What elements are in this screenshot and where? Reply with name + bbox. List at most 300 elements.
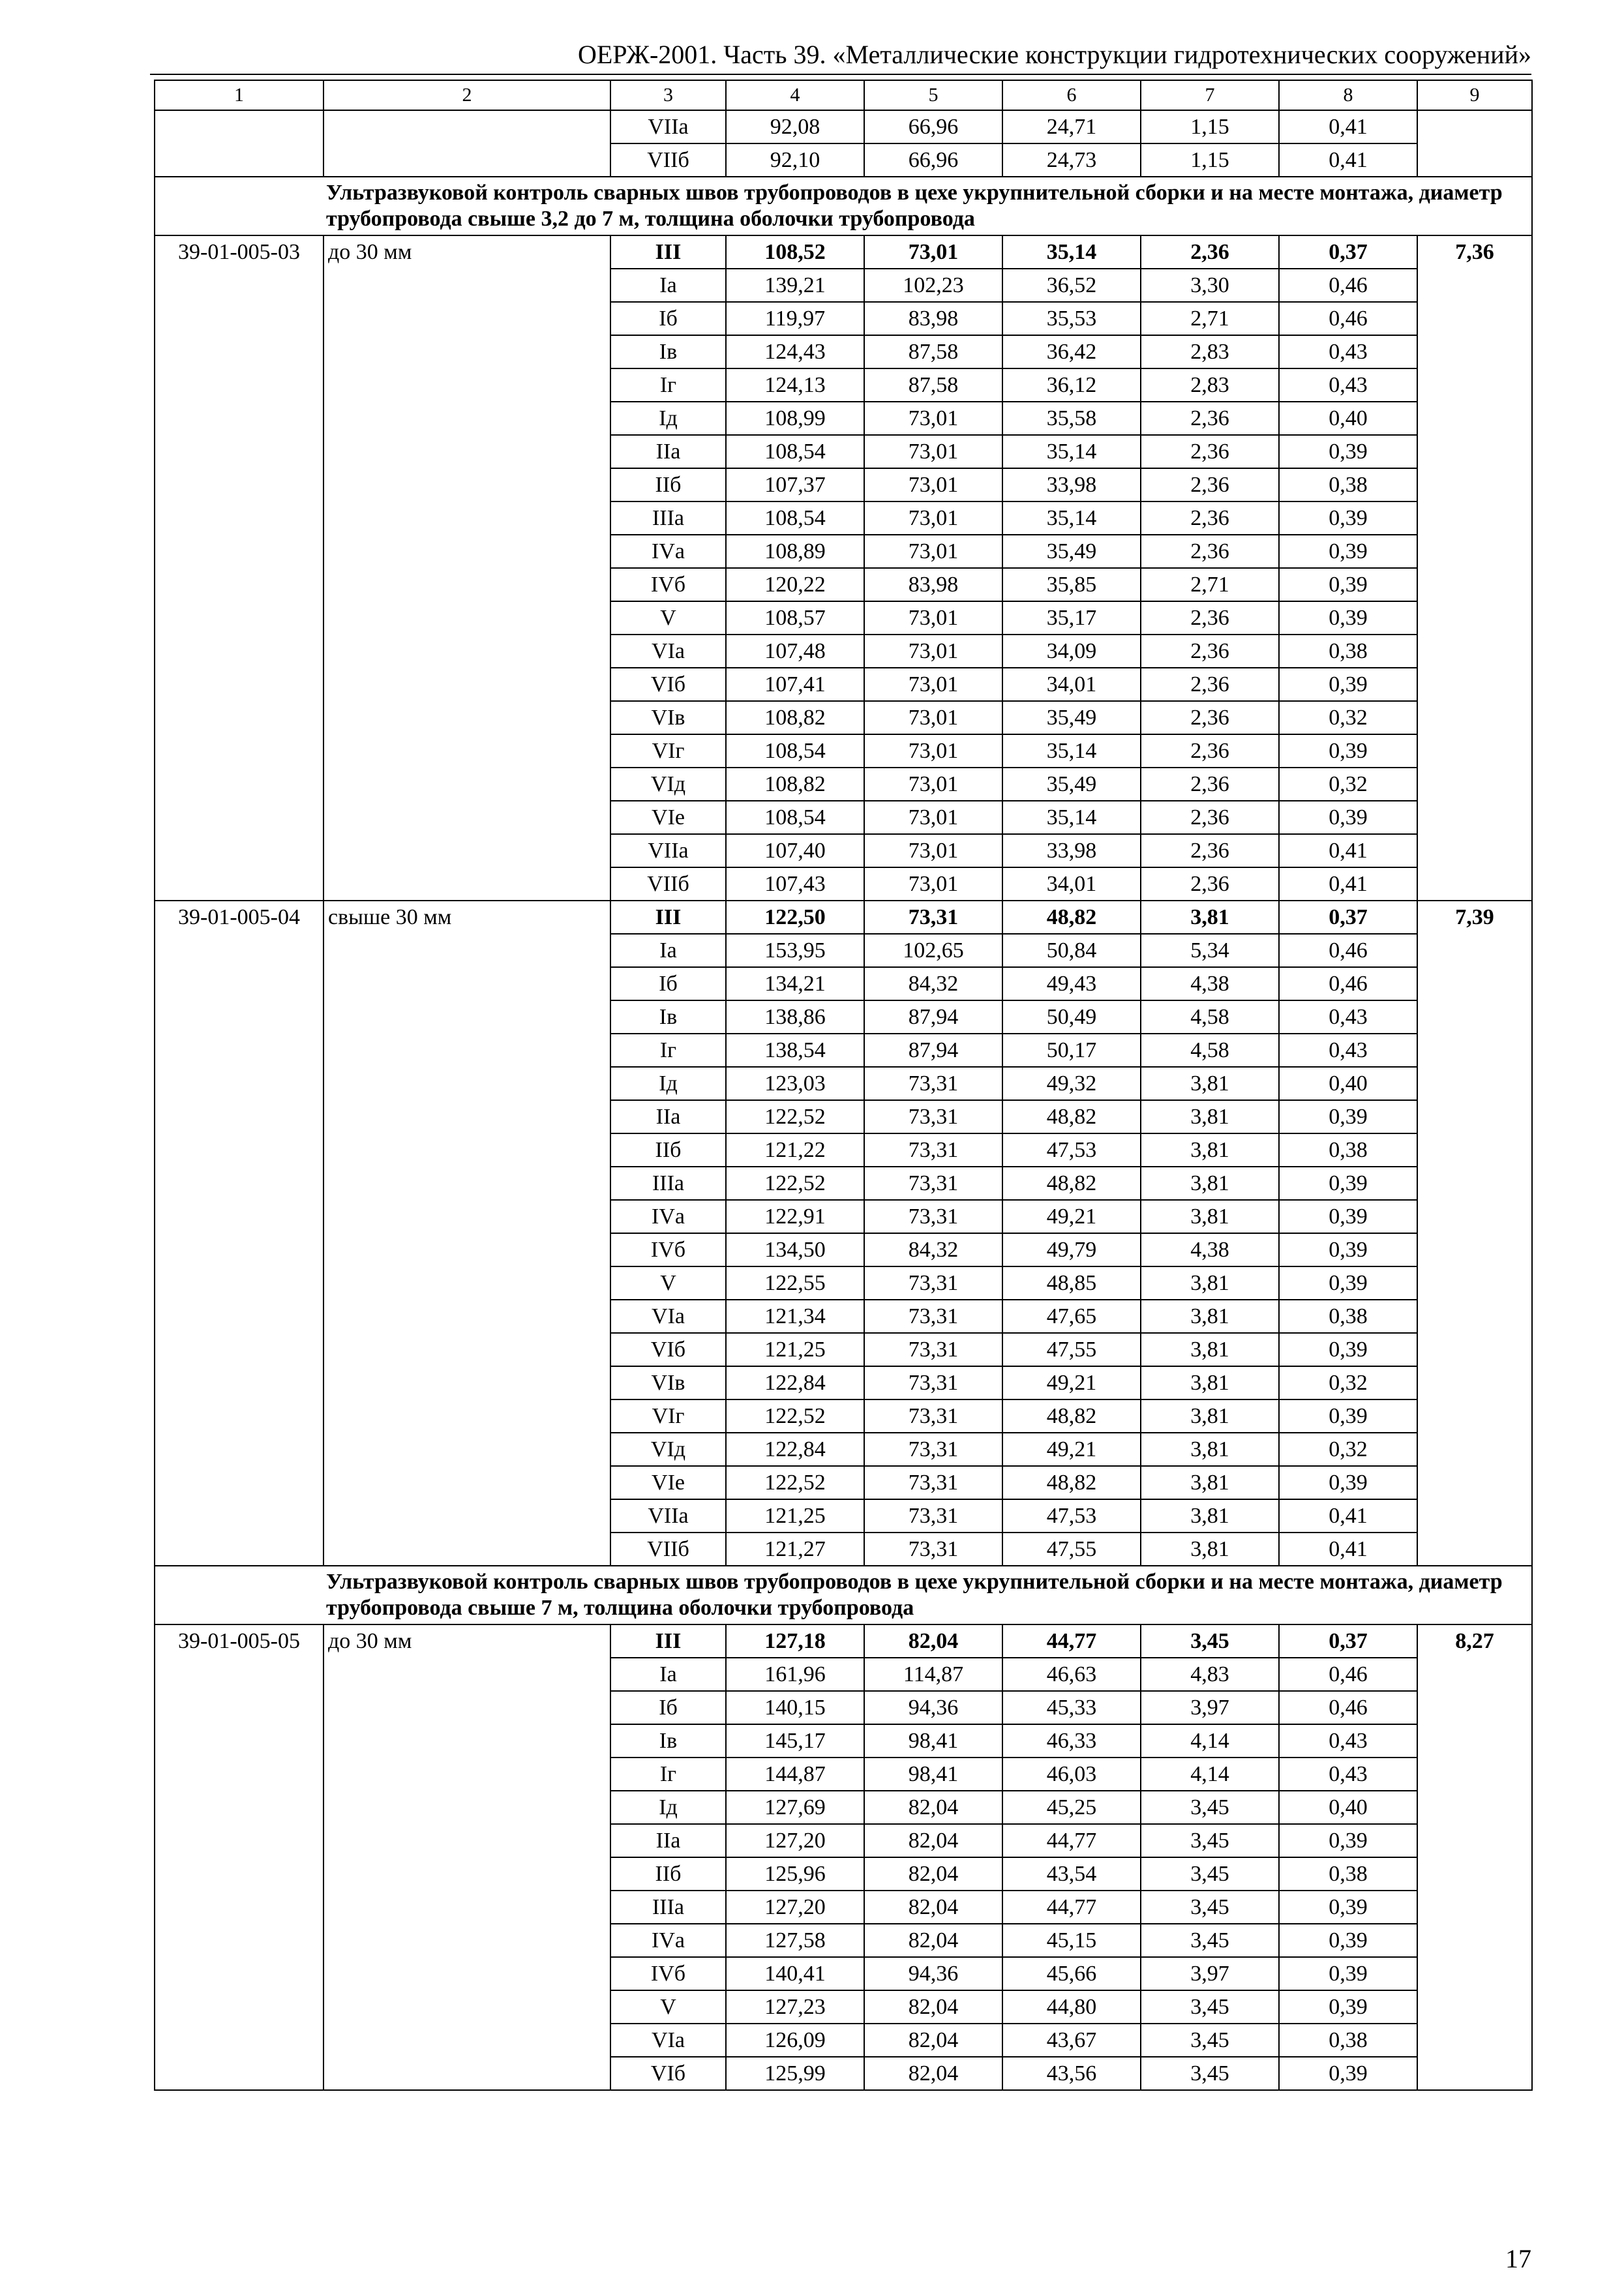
value-cell: 73,31 [864, 901, 1002, 934]
value-cell: 73,01 [864, 701, 1002, 734]
value-cell: 0,43 [1279, 1724, 1417, 1758]
value-cell: 0,32 [1279, 1366, 1417, 1399]
value-cell: 35,58 [1002, 402, 1141, 435]
value-cell: VIг [610, 1399, 726, 1433]
value-cell: 3,81 [1141, 1266, 1279, 1300]
value-cell: 84,32 [864, 1233, 1002, 1266]
code-cell [155, 110, 323, 177]
value-cell: 108,54 [726, 501, 864, 535]
value-cell: IIб [610, 1857, 726, 1891]
table-row [155, 235, 1532, 269]
value-cell: 73,31 [864, 1100, 1002, 1133]
value-cell: 0,39 [1279, 2057, 1417, 2090]
value-cell: 134,21 [726, 967, 864, 1000]
value-cell: 44,80 [1002, 1990, 1141, 2024]
value-cell: 43,56 [1002, 2057, 1141, 2090]
value-cell: 35,14 [1002, 235, 1141, 269]
value-cell: Iв [610, 1724, 726, 1758]
value-cell: 0,38 [1279, 1300, 1417, 1333]
value-cell: 66,96 [864, 143, 1002, 177]
value-cell: 124,13 [726, 368, 864, 402]
value-cell: 0,39 [1279, 668, 1417, 701]
value-cell: 139,21 [726, 269, 864, 302]
code-cell: 39-01-005-05 [155, 1624, 323, 2090]
value-cell: 127,20 [726, 1824, 864, 1857]
value-cell: 0,41 [1279, 143, 1417, 177]
value-cell: Iв [610, 335, 726, 368]
value-cell: 4,83 [1141, 1658, 1279, 1691]
value-cell: VIIб [610, 1533, 726, 1566]
value-cell: V [610, 601, 726, 635]
value-cell: 73,31 [864, 1433, 1002, 1466]
value-cell: IIIа [610, 501, 726, 535]
value-cell: VIд [610, 768, 726, 801]
value-cell: 0,39 [1279, 1333, 1417, 1366]
value-cell: 0,41 [1279, 834, 1417, 867]
value-cell: Iа [610, 269, 726, 302]
value-cell: 44,77 [1002, 1891, 1141, 1924]
value-cell: 108,82 [726, 701, 864, 734]
value-cell: 35,14 [1002, 501, 1141, 535]
value-cell: 2,83 [1141, 335, 1279, 368]
value-cell: 122,52 [726, 1167, 864, 1200]
value-cell: 0,39 [1279, 601, 1417, 635]
value-cell: 82,04 [864, 1857, 1002, 1891]
value-cell: 0,39 [1279, 1266, 1417, 1300]
value-cell: 2,36 [1141, 768, 1279, 801]
table-row [155, 110, 1532, 143]
column-header: 6 [1002, 80, 1141, 110]
value-cell: 73,01 [864, 834, 1002, 867]
value-cell: 0,37 [1279, 901, 1417, 934]
value-cell: 73,01 [864, 734, 1002, 768]
value-cell: VIб [610, 1333, 726, 1366]
value-cell: 98,41 [864, 1758, 1002, 1791]
value-cell: VIб [610, 668, 726, 701]
value-cell: 2,36 [1141, 235, 1279, 269]
value-cell: IVб [610, 568, 726, 601]
desc-cell [323, 110, 610, 177]
value-cell: 4,14 [1141, 1724, 1279, 1758]
value-cell: 73,01 [864, 435, 1002, 468]
value-cell: 0,46 [1279, 934, 1417, 967]
value-cell: 82,04 [864, 1990, 1002, 2024]
value-cell: 94,36 [864, 1691, 1002, 1724]
value-cell: 0,40 [1279, 1791, 1417, 1824]
value-cell: 138,86 [726, 1000, 864, 1034]
value-cell: 161,96 [726, 1658, 864, 1691]
value-cell: 47,55 [1002, 1333, 1141, 1366]
value-cell: VIа [610, 635, 726, 668]
value-cell: IIа [610, 1824, 726, 1857]
value-cell: 0,37 [1279, 235, 1417, 269]
value-cell: 122,84 [726, 1366, 864, 1399]
value-cell: 73,01 [864, 867, 1002, 901]
value-cell: 3,81 [1141, 1100, 1279, 1133]
value-cell: 43,54 [1002, 1857, 1141, 1891]
value-cell: 3,45 [1141, 1990, 1279, 2024]
value-cell: 73,31 [864, 1366, 1002, 1399]
value-cell: 107,41 [726, 668, 864, 701]
value-cell: 47,53 [1002, 1133, 1141, 1167]
value-cell: 73,01 [864, 601, 1002, 635]
column-header: 5 [864, 80, 1002, 110]
value-cell: 126,09 [726, 2024, 864, 2057]
value-cell: 35,14 [1002, 801, 1141, 834]
value-cell: 0,39 [1279, 535, 1417, 568]
value-cell: 0,38 [1279, 1857, 1417, 1891]
value-cell: 2,36 [1141, 435, 1279, 468]
value-cell: VIIа [610, 1499, 726, 1533]
value-cell: Iб [610, 302, 726, 335]
value-cell: 122,84 [726, 1433, 864, 1466]
value-cell: 94,36 [864, 1957, 1002, 1990]
value-cell: 3,81 [1141, 1167, 1279, 1200]
value-cell: 3,45 [1141, 2024, 1279, 2057]
value-cell: 122,52 [726, 1100, 864, 1133]
value-cell: 140,41 [726, 1957, 864, 1990]
value-cell: 3,45 [1141, 1891, 1279, 1924]
value-cell: 4,58 [1141, 1034, 1279, 1067]
value-cell: 73,01 [864, 801, 1002, 834]
value-cell: 121,22 [726, 1133, 864, 1167]
value-cell: 35,49 [1002, 701, 1141, 734]
value-cell: V [610, 1266, 726, 1300]
value-cell: 48,82 [1002, 1466, 1141, 1499]
value-cell: 0,32 [1279, 768, 1417, 801]
value-cell: 2,36 [1141, 635, 1279, 668]
value-cell: 0,39 [1279, 1100, 1417, 1133]
value-cell: 0,39 [1279, 1200, 1417, 1233]
value-cell: III [610, 1624, 726, 1658]
value-cell: 82,04 [864, 1824, 1002, 1857]
value-cell: 2,71 [1141, 302, 1279, 335]
code-cell: 39-01-005-04 [155, 901, 323, 1566]
value-cell: 153,95 [726, 934, 864, 967]
value-cell: 73,31 [864, 1266, 1002, 1300]
value-cell: 36,52 [1002, 269, 1141, 302]
value-cell: 108,54 [726, 801, 864, 834]
value-cell: 73,01 [864, 635, 1002, 668]
value-cell: 108,52 [726, 235, 864, 269]
column-header: 9 [1417, 80, 1532, 110]
value-cell: 47,55 [1002, 1533, 1141, 1566]
value-cell: 73,31 [864, 1399, 1002, 1433]
value-cell: 140,15 [726, 1691, 864, 1724]
value-cell: 82,04 [864, 1624, 1002, 1658]
value-cell: 122,50 [726, 901, 864, 934]
value-cell: 46,03 [1002, 1758, 1141, 1791]
value-cell: 47,53 [1002, 1499, 1141, 1533]
value-cell: 108,99 [726, 402, 864, 435]
value-cell: VIа [610, 1300, 726, 1333]
value-cell: 73,31 [864, 1300, 1002, 1333]
value-cell: Iг [610, 1034, 726, 1067]
value-cell: 123,03 [726, 1067, 864, 1100]
value-cell: 0,46 [1279, 269, 1417, 302]
value-cell: 0,39 [1279, 501, 1417, 535]
value-cell: VIIб [610, 143, 726, 177]
value-cell: 122,91 [726, 1200, 864, 1233]
value-cell: 0,39 [1279, 1399, 1417, 1433]
value-cell: 3,45 [1141, 1857, 1279, 1891]
value-cell: VIе [610, 801, 726, 834]
value-cell: 0,43 [1279, 1000, 1417, 1034]
value-cell: 48,82 [1002, 901, 1141, 934]
value-cell: 33,98 [1002, 834, 1141, 867]
value-cell: VIIа [610, 110, 726, 143]
value-cell: 127,69 [726, 1791, 864, 1824]
value-cell: 107,48 [726, 635, 864, 668]
value-cell: 2,36 [1141, 668, 1279, 701]
value-cell: 73,31 [864, 1333, 1002, 1366]
value-cell: 0,39 [1279, 1824, 1417, 1857]
result-cell: 7,36 [1417, 235, 1532, 901]
value-cell: 125,99 [726, 2057, 864, 2090]
value-cell: IVа [610, 1924, 726, 1957]
value-cell: 3,81 [1141, 1366, 1279, 1399]
value-cell: 2,36 [1141, 402, 1279, 435]
column-header: 7 [1141, 80, 1279, 110]
value-cell: 34,09 [1002, 635, 1141, 668]
value-cell: 36,12 [1002, 368, 1141, 402]
value-cell: 138,54 [726, 1034, 864, 1067]
value-cell: III [610, 235, 726, 269]
value-cell: 0,39 [1279, 734, 1417, 768]
value-cell: 87,94 [864, 1034, 1002, 1067]
value-cell: 73,31 [864, 1200, 1002, 1233]
desc-cell: до 30 мм [323, 1624, 610, 2090]
column-header-row [155, 80, 1532, 110]
value-cell: 35,17 [1002, 601, 1141, 635]
value-cell: 46,63 [1002, 1658, 1141, 1691]
value-cell: 127,20 [726, 1891, 864, 1924]
value-cell: 0,43 [1279, 1758, 1417, 1791]
value-cell: 73,01 [864, 235, 1002, 269]
value-cell: 2,36 [1141, 834, 1279, 867]
value-cell: 3,45 [1141, 1624, 1279, 1658]
value-cell: 3,97 [1141, 1957, 1279, 1990]
value-cell: 2,71 [1141, 568, 1279, 601]
value-cell: VIв [610, 701, 726, 734]
value-cell: VIг [610, 734, 726, 768]
rates-table [154, 80, 1533, 2091]
value-cell: IIа [610, 1100, 726, 1133]
section-title: Ультразвуковой контроль сварных швов трубопроводов в цехе укрупнительной сборки и на месте монтажа, диаметр трубопровода свыше 7 м, толщина оболочки трубопровода [155, 1566, 1532, 1624]
value-cell: Iа [610, 1658, 726, 1691]
section-row [155, 1566, 1532, 1624]
value-cell: 36,42 [1002, 335, 1141, 368]
value-cell: 0,39 [1279, 1957, 1417, 1990]
value-cell: 122,52 [726, 1399, 864, 1433]
value-cell: 35,49 [1002, 768, 1141, 801]
value-cell: 0,38 [1279, 2024, 1417, 2057]
value-cell: 73,31 [864, 1499, 1002, 1533]
value-cell: 3,45 [1141, 2057, 1279, 2090]
value-cell: 44,77 [1002, 1624, 1141, 1658]
column-header: 4 [726, 80, 864, 110]
desc-cell: свыше 30 мм [323, 901, 610, 1566]
value-cell: 33,98 [1002, 468, 1141, 501]
value-cell: VIе [610, 1466, 726, 1499]
value-cell: 0,39 [1279, 1990, 1417, 2024]
value-cell: 3,97 [1141, 1691, 1279, 1724]
code-cell: 39-01-005-03 [155, 235, 323, 901]
value-cell: 46,33 [1002, 1724, 1141, 1758]
value-cell: 44,77 [1002, 1824, 1141, 1857]
value-cell: Iд [610, 1067, 726, 1100]
value-cell: 121,34 [726, 1300, 864, 1333]
column-header: 2 [323, 80, 610, 110]
value-cell: 3,81 [1141, 1333, 1279, 1366]
table-row [155, 901, 1532, 934]
value-cell: 2,36 [1141, 601, 1279, 635]
value-cell: 50,49 [1002, 1000, 1141, 1034]
value-cell: 73,31 [864, 1466, 1002, 1499]
value-cell: 4,38 [1141, 1233, 1279, 1266]
value-cell: 87,58 [864, 335, 1002, 368]
value-cell: 0,46 [1279, 967, 1417, 1000]
value-cell: 82,04 [864, 2024, 1002, 2057]
value-cell: 49,21 [1002, 1433, 1141, 1466]
value-cell: 0,39 [1279, 1233, 1417, 1266]
value-cell: 0,41 [1279, 867, 1417, 901]
value-cell: VIIб [610, 867, 726, 901]
value-cell: 0,46 [1279, 1658, 1417, 1691]
value-cell: 0,40 [1279, 402, 1417, 435]
value-cell: Iд [610, 1791, 726, 1824]
value-cell: 0,43 [1279, 368, 1417, 402]
value-cell: 0,46 [1279, 1691, 1417, 1724]
value-cell: 0,39 [1279, 1924, 1417, 1957]
value-cell: 114,87 [864, 1658, 1002, 1691]
value-cell: 107,43 [726, 867, 864, 901]
value-cell: 3,45 [1141, 1924, 1279, 1957]
value-cell: 49,32 [1002, 1067, 1141, 1100]
value-cell: 3,81 [1141, 901, 1279, 934]
value-cell: 122,55 [726, 1266, 864, 1300]
value-cell: IVб [610, 1233, 726, 1266]
value-cell: 0,38 [1279, 635, 1417, 668]
value-cell: V [610, 1990, 726, 2024]
value-cell: 3,81 [1141, 1300, 1279, 1333]
value-cell: 82,04 [864, 2057, 1002, 2090]
value-cell: 108,54 [726, 734, 864, 768]
value-cell: 2,36 [1141, 701, 1279, 734]
value-cell: 102,23 [864, 269, 1002, 302]
value-cell: 87,94 [864, 1000, 1002, 1034]
value-cell: 0,32 [1279, 701, 1417, 734]
value-cell: 2,36 [1141, 801, 1279, 834]
value-cell: 1,15 [1141, 143, 1279, 177]
value-cell: 73,01 [864, 768, 1002, 801]
value-cell: 127,58 [726, 1924, 864, 1957]
value-cell: Iг [610, 1758, 726, 1791]
value-cell: 49,21 [1002, 1366, 1141, 1399]
value-cell: 2,36 [1141, 468, 1279, 501]
value-cell: 73,01 [864, 402, 1002, 435]
value-cell: 108,57 [726, 601, 864, 635]
value-cell: 0,39 [1279, 568, 1417, 601]
value-cell: 3,81 [1141, 1200, 1279, 1233]
value-cell: 82,04 [864, 1891, 1002, 1924]
value-cell: 73,01 [864, 535, 1002, 568]
column-header: 8 [1279, 80, 1417, 110]
page-number: 17 [1505, 2244, 1531, 2273]
value-cell: 121,25 [726, 1499, 864, 1533]
value-cell: 107,37 [726, 468, 864, 501]
value-cell: IVб [610, 1957, 726, 1990]
page-header: ОЕРЖ-2001. Часть 39. «Металлические конструкции гидротехнических сооружений» [577, 40, 1531, 69]
value-cell: 0,39 [1279, 1466, 1417, 1499]
value-cell: 48,82 [1002, 1100, 1141, 1133]
value-cell: 119,97 [726, 302, 864, 335]
value-cell: 48,82 [1002, 1167, 1141, 1200]
value-cell: 3,30 [1141, 269, 1279, 302]
value-cell: 0,38 [1279, 468, 1417, 501]
value-cell: VIб [610, 2057, 726, 2090]
value-cell: 2,36 [1141, 734, 1279, 768]
result-cell: 7,39 [1417, 901, 1532, 1566]
value-cell: 0,43 [1279, 1034, 1417, 1067]
value-cell: 66,96 [864, 110, 1002, 143]
value-cell: 82,04 [864, 1924, 1002, 1957]
value-cell: 87,58 [864, 368, 1002, 402]
value-cell: 102,65 [864, 934, 1002, 967]
result-cell [1417, 110, 1532, 177]
value-cell: IIб [610, 1133, 726, 1167]
value-cell: 0,38 [1279, 1133, 1417, 1167]
value-cell: 48,82 [1002, 1399, 1141, 1433]
value-cell: 0,43 [1279, 335, 1417, 368]
value-cell: 45,15 [1002, 1924, 1141, 1957]
value-cell: IIб [610, 468, 726, 501]
value-cell: 3,81 [1141, 1466, 1279, 1499]
desc-cell: до 30 мм [323, 235, 610, 901]
value-cell: 48,85 [1002, 1266, 1141, 1300]
value-cell: 2,36 [1141, 501, 1279, 535]
value-cell: IIIа [610, 1167, 726, 1200]
value-cell: 3,81 [1141, 1399, 1279, 1433]
value-cell: 92,08 [726, 110, 864, 143]
value-cell: IIа [610, 435, 726, 468]
value-cell: 82,04 [864, 1791, 1002, 1824]
value-cell: 5,34 [1141, 934, 1279, 967]
value-cell: 108,89 [726, 535, 864, 568]
value-cell: 34,01 [1002, 867, 1141, 901]
value-cell: 1,15 [1141, 110, 1279, 143]
value-cell: Iг [610, 368, 726, 402]
value-cell: 35,14 [1002, 435, 1141, 468]
value-cell: 24,73 [1002, 143, 1141, 177]
value-cell: 2,36 [1141, 867, 1279, 901]
value-cell: 108,82 [726, 768, 864, 801]
value-cell: 3,45 [1141, 1791, 1279, 1824]
section-row [155, 177, 1532, 235]
value-cell: IIIа [610, 1891, 726, 1924]
value-cell: 35,14 [1002, 734, 1141, 768]
value-cell: 73,31 [864, 1067, 1002, 1100]
value-cell: 73,01 [864, 501, 1002, 535]
value-cell: 73,31 [864, 1133, 1002, 1167]
value-cell: 45,66 [1002, 1957, 1141, 1990]
section-title: Ультразвуковой контроль сварных швов трубопроводов в цехе укрупнительной сборки и на месте монтажа, диаметр трубопровода свыше 3,2 до 7 м, толщина оболочки трубопровода [155, 177, 1532, 235]
value-cell: III [610, 901, 726, 934]
value-cell: 73,01 [864, 668, 1002, 701]
value-cell: 0,39 [1279, 435, 1417, 468]
value-cell: 0,40 [1279, 1067, 1417, 1100]
value-cell: Iв [610, 1000, 726, 1034]
